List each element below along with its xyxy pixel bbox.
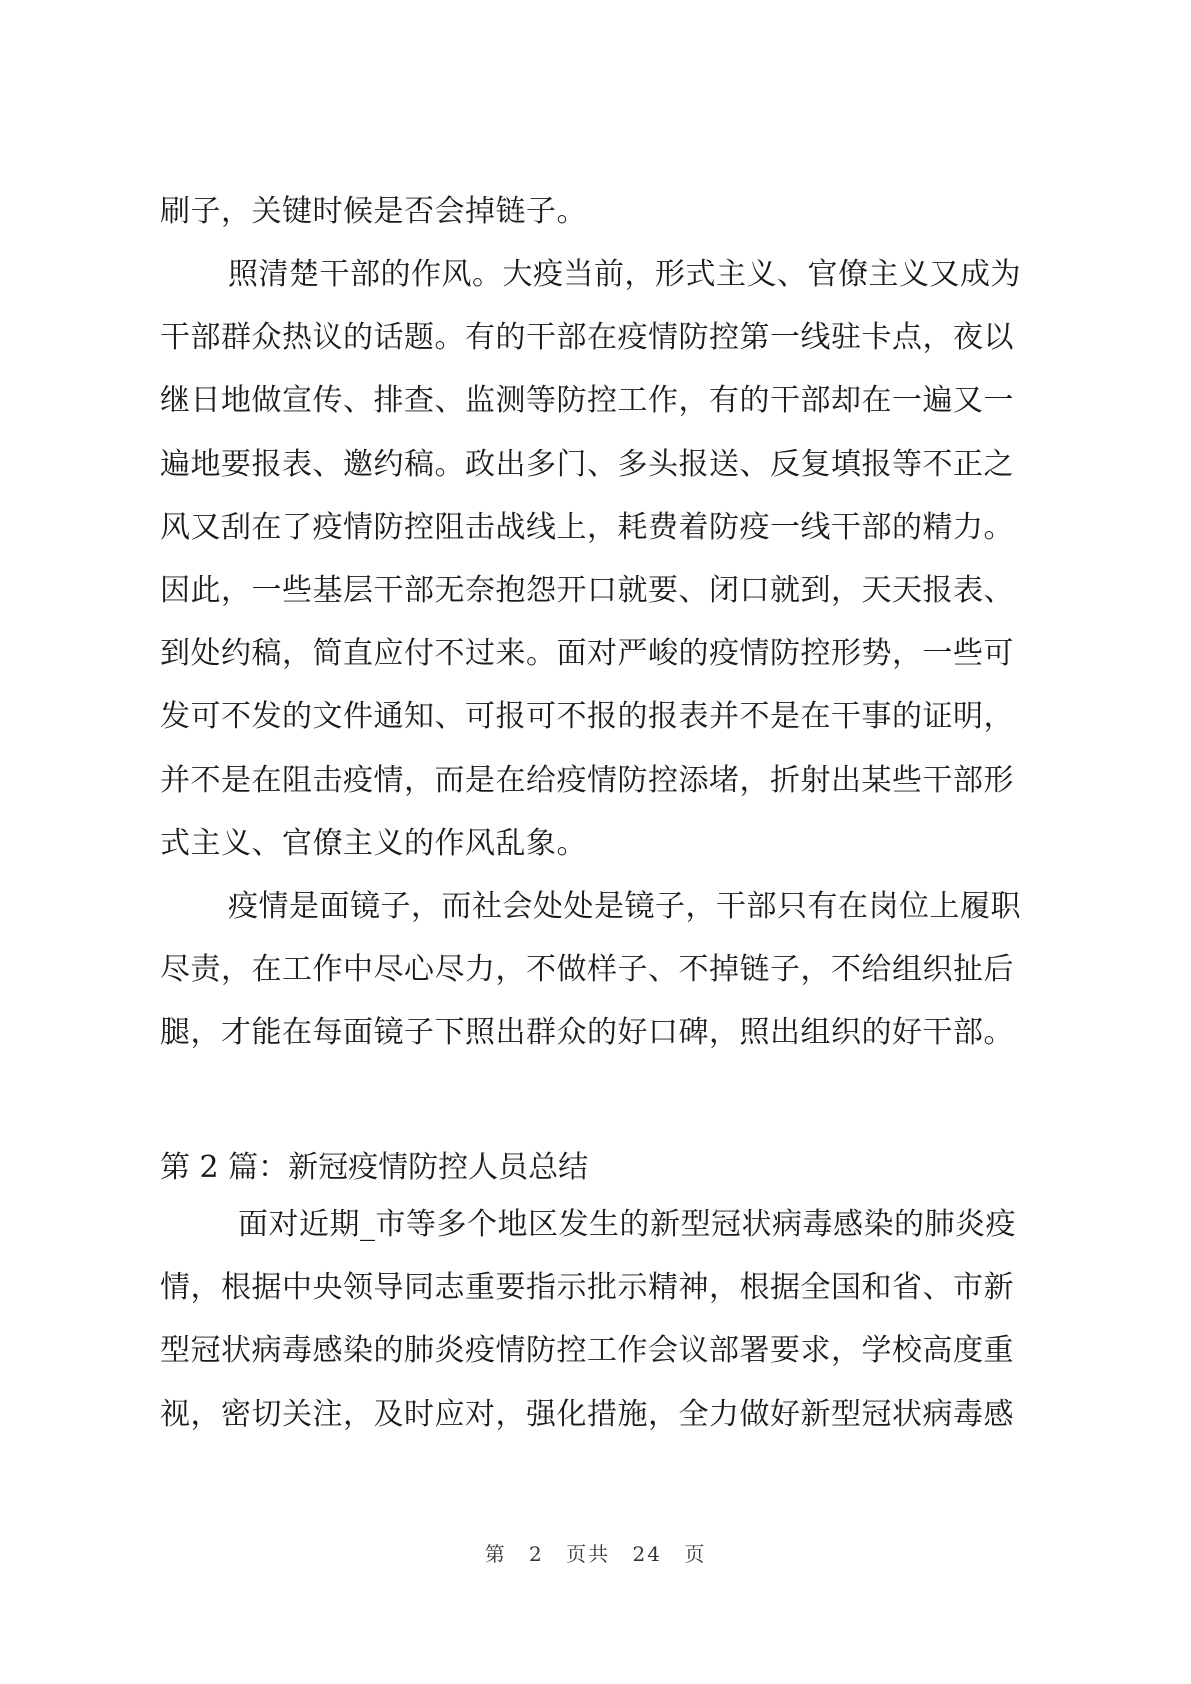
text-line: 照清楚干部的作风。大疫当前，形式主义、官僚主义又成为 — [228, 257, 1021, 292]
paragraph-mirror — [160, 875, 1060, 1065]
paragraph-continued — [160, 180, 1060, 243]
text-line: 视，密切关注，及时应对，强化措施，全力做好新型冠状病毒感 — [160, 1396, 1014, 1432]
paragraph-epidemic-response — [160, 1193, 1060, 1446]
text-line: 刷子，关键时候是否会掉链子。 — [160, 194, 587, 229]
text-line: 面对近期_市等多个地区发生的新型冠状病毒感染的肺炎疫 — [238, 1207, 1016, 1242]
text-line: 腿，才能在每面镜子下照出群众的好口碑，照出组织的好干部。 — [160, 1015, 1014, 1051]
total-page-count: 24 — [632, 1542, 662, 1566]
footer-middle: 页共 — [566, 1542, 611, 1566]
text-line: 式主义、官僚主义的作风乱象。 — [160, 825, 587, 861]
text-line: 因此，一些基层干部无奈抱怨开口就要、闭口就到，天天报表、 — [160, 572, 1014, 608]
footer-prefix: 第 — [484, 1542, 507, 1566]
text-line: 遍地要报表、邀约稿。政出多门、多头报送、反复填报等不正之 — [160, 446, 1014, 482]
text-line: 发可不发的文件通知、可报可不报的报表并不是在干事的证明， — [160, 699, 1014, 735]
text-line: 尽责，在工作中尽心尽力，不做样子、不掉链子，不给组织扯后 — [160, 952, 1014, 988]
text-line: 情，根据中央领导同志重要指示批示精神，根据全国和省、市新 — [160, 1270, 1014, 1306]
page-footer — [0, 1538, 1191, 1567]
text-line: 继日地做宣传、排查、监测等防控工作，有的干部却在一遍又一 — [160, 383, 1014, 419]
text-line: 型冠状病毒感染的肺炎疫情防控工作会议部署要求，学校高度重 — [160, 1333, 1014, 1369]
text-line: 风又刮在了疫情防控阻击战线上，耗费着防疫一线干部的精力。 — [160, 509, 1014, 545]
text-line: 干部群众热议的话题。有的干部在疫情防控第一线驻卡点，夜以 — [160, 320, 1014, 356]
section-heading: 第 2 篇：新冠疫情防控人员总结 — [160, 1150, 589, 1185]
footer-suffix: 页 — [684, 1542, 707, 1566]
paragraph-cadre-style — [160, 243, 1060, 875]
text-line: 到处约稿，简直应付不过来。面对严峻的疫情防控形势，一些可 — [160, 636, 1014, 672]
text-line: 疫情是面镜子，而社会处处是镜子，干部只有在岗位上履职 — [228, 889, 1021, 924]
text-line: 并不是在阻击疫情，而是在给疫情防控添堵，折射出某些干部形 — [160, 762, 1014, 798]
current-page-number: 2 — [529, 1542, 544, 1566]
